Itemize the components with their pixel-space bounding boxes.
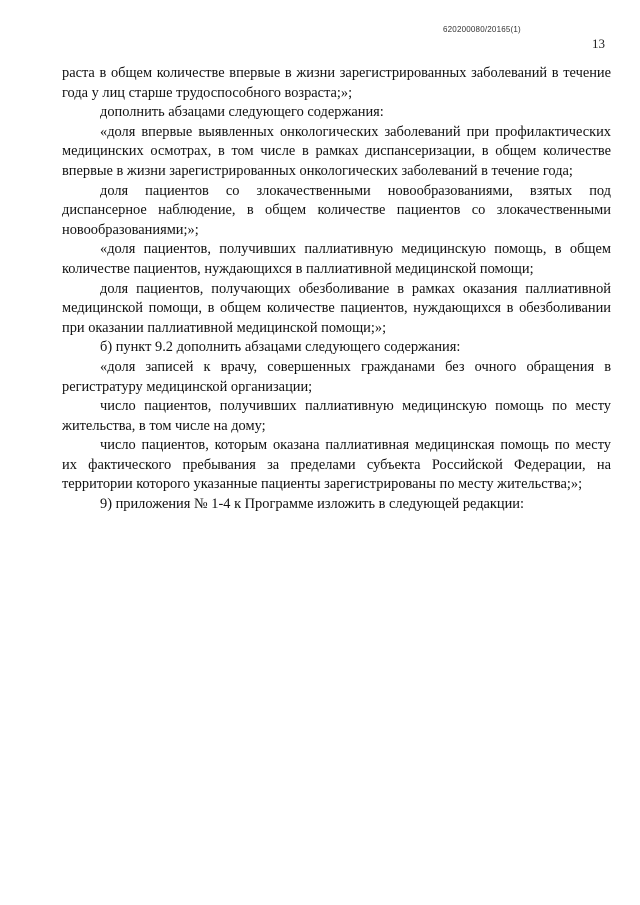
paragraph-pain-relief: доля пациентов, получающих обезболивание в рамках оказания паллиативной медицинской помощи, в общем количестве пациентов, нуждающихся в обезболивании при оказании паллиативной медицинской помощи;»; [62, 280, 611, 336]
paragraph-remote-appointments: «доля записей к врачу, совершенных гражданами без очного обращения в регистратуру медицинской организации; [62, 358, 611, 395]
document-id: 620200080/20165(1) [443, 25, 521, 34]
paragraph-palliative-care: «доля пациентов, получивших паллиативную медицинскую помощь, в общем количестве пациентов, нуждающихся в паллиативной медицинской помощи; [62, 241, 611, 277]
document-body [62, 64, 611, 515]
paragraph-palliative-home: число пациентов, получивших паллиативную медицинскую помощь по месту жительства, в том числе на дому; [62, 398, 611, 434]
paragraph-instruction-add: дополнить абзацами следующего содержания: [100, 104, 384, 121]
paragraph-palliative-outside-region: число пациентов, которым оказана паллиативная медицинская помощь по месту их фактического пребывания за пределами субъекта Российской Федерации, на территории которого указанные пациенты зарегистрированы по месту жительства;»; [62, 437, 611, 493]
page-number: 13 [592, 36, 605, 51]
paragraph-continuation: раста в общем количестве впервые в жизни зарегистрированных заболеваний в течение года у лиц старше трудоспособного возраста;»; [62, 65, 611, 101]
paragraph-clause-9-2: б) пункт 9.2 дополнить абзацами следующего содержания: [100, 339, 461, 356]
paragraph-oncology-screening: «доля впервые выявленных онкологических заболеваний при профилактических медицинских осмотрах, в том числе в рамках диспансеризации, в общем количестве впервые в жизни зарегистрированных онкологических заболеваний в течение года; [62, 123, 611, 179]
paragraph-oncology-followup: доля пациентов со злокачественными новообразованиями, взятых под диспансерное наблюдение, в общем количестве пациентов со злокачественными новообразованиями;»; [62, 182, 611, 238]
paragraph-appendices: 9) приложения № 1-4 к Программе изложить в следующей редакции: [100, 496, 525, 513]
